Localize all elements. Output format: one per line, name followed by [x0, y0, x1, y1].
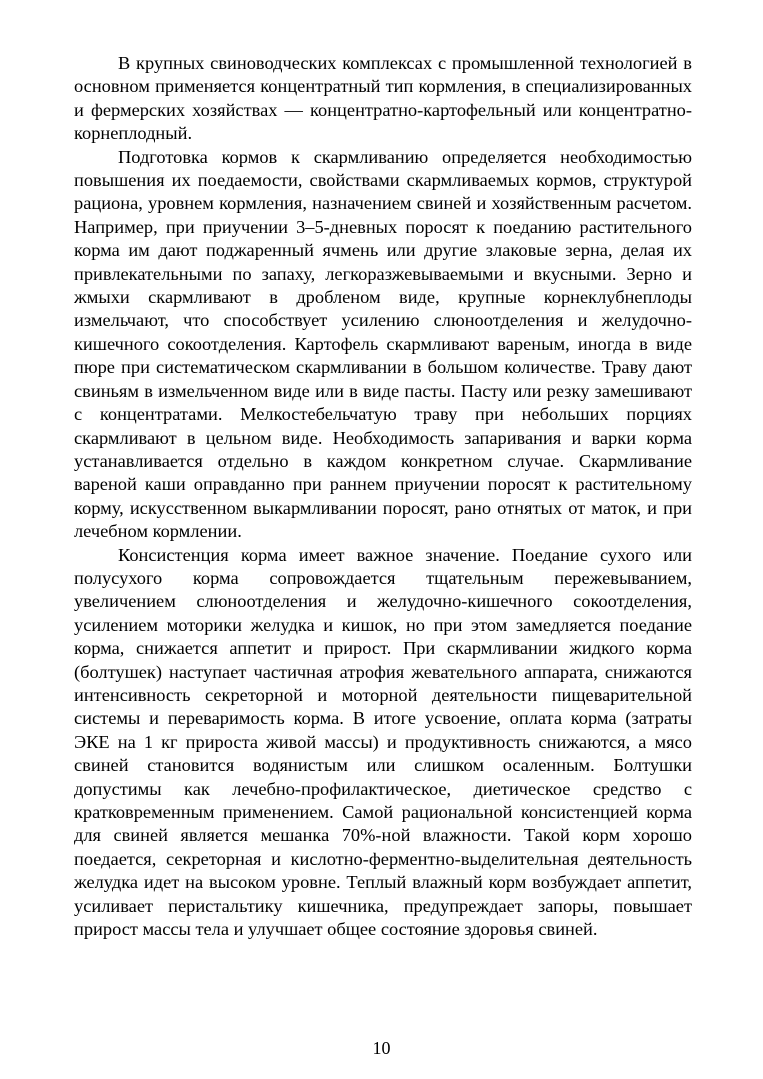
page-body [74, 52, 692, 941]
page-number: 10 [372, 1038, 391, 1058]
paragraph-1: В крупных свиноводческих комплексах с промышленной технологией в основном применяется концентратный тип кормления, в специализированных и фермерских хозяйствах — концентратно-картофельный или концентратно-корнеплодный. [74, 53, 692, 144]
paragraph-3: Консистенция корма имеет важное значение. Поедание сухого или полусухого корма сопровождается тщательным пережевыванием, увеличением слюноотделения и желудочно-кишечного сокоотделения, усилением моторики желудка и кишок, но при этом замедляется поедание корма, снижается аппетит и прирост. При скармливании жидкого корма (болтушек) наступает частичная атрофия жевательного аппарата, снижаются интенсивность секреторной и моторной деятельности пищеварительной системы и переваримость корма. В итоге усвоение, оплата корма (затраты ЭКЕ на 1 кг прироста живой массы) и продуктивность снижаются, а мясо свиней становится водянистым или слишком осаленным. Болтушки допустимы как лечебно-профилактическое, диетическое средство с кратковременным применением. Самой рациональной консистенцией корма для свиней является мешанка 70%-ной влажности. Такой корм хорошо поедается, секреторная и кислотно-ферментно-выделительная деятельность желудка идет на высоком уровне. Теплый влажный корм возбуждает аппетит, усиливает перистальтику кишечника, предупреждает запоры, повышает прирост массы тела и улучшает общее состояние здоровья свиней. [74, 544, 692, 940]
paragraph-2: Подготовка кормов к скармливанию определяется необходимостью повышения их поедаемости, свойствами скармливаемых кормов, структурой рациона, уровнем кормления, назначением свиней и хозяйственным расчетом. Например, при приучении 3–5-дневных поросят к поеданию растительного корма им дают поджаренный ячмень или другие злаковые зерна, делая их привлекательными по запаху, легкоразжевываемыми и вкусными. Зерно и жмыхи скармливают в дробленом виде, крупные корнеклубнеплоды измельчают, что способствует усилению слюноотделения и желудочно-кишечного сокоотделения. Картофель скармливают вареным, иногда в виде пюре при систематическом скармливании в большом количестве. Траву дают свиньям в измельченном виде или в виде пасты. Пасту или резку замешивают с концентратами. Мелкостебельчатую траву при небольших порциях скармливают в цельном виде. Необходимость запаривания и варки корма устанавливается отдельно в каждом конкретном случае. Скармливание вареной каши оправданно при раннем приучении поросят к растительному корму, искусственном выкармливании поросят, рано отнятых от маток, и при лечебном кормлении. [74, 146, 692, 542]
